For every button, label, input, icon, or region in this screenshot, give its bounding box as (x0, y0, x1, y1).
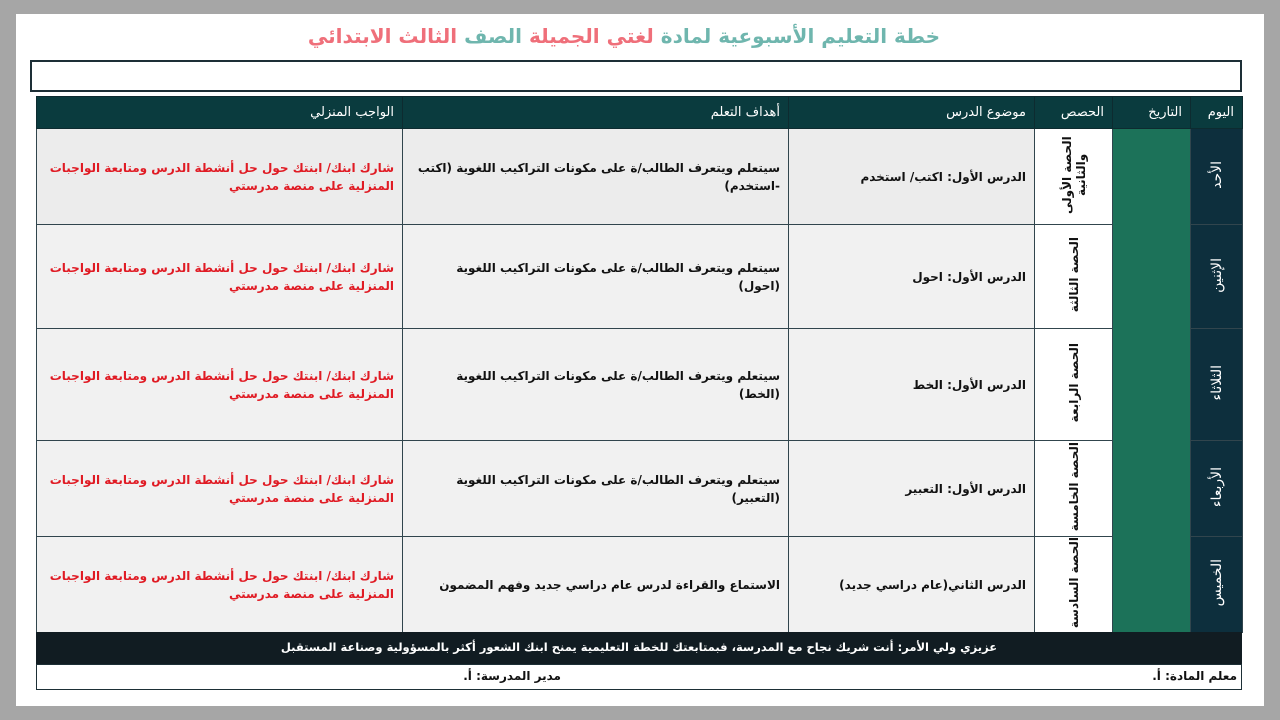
period-cell (1035, 225, 1113, 329)
blank-info-row[interactable] (30, 60, 1242, 92)
table-header-row (37, 97, 1243, 129)
table-row (37, 225, 1243, 329)
day-cell (1191, 129, 1243, 225)
goal-cell: سيتعلم ويتعرف الطالب/ة على مكونات التراكيب اللغوية (الخط) (403, 329, 789, 441)
day-cell (1191, 441, 1243, 537)
day-label: الخميس (1208, 559, 1225, 607)
title-part-3: الصف (464, 24, 523, 48)
period-cell (1035, 441, 1113, 537)
topic-cell: الدرس الأول: اكتب/ استخدم (789, 129, 1035, 225)
table-row (37, 537, 1243, 633)
period-label: الحصة الخامسة (1066, 442, 1081, 532)
day-cell (1191, 329, 1243, 441)
homework-cell: شارك ابنك/ ابنتك حول حل أنشطة الدرس ومتابعة الواجبات المنزلية على منصة مدرستي (37, 329, 403, 441)
header-goals: أهداف التعلم (403, 97, 789, 129)
table-row (37, 441, 1243, 537)
goal-cell: سيتعلم ويتعرف الطالب/ة على مكونات التراكيب اللغوية (احول) (403, 225, 789, 329)
period-label: الحصة الأولى والثانية (1059, 136, 1088, 214)
homework-cell: شارك ابنك/ ابنتك حول حل أنشطة الدرس ومتابعة الواجبات المنزلية على منصة مدرستي (37, 537, 403, 633)
signature-row (36, 664, 1242, 690)
header-topic: موضوع الدرس (789, 97, 1035, 129)
period-label: الحصة السادسة (1066, 537, 1081, 629)
goal-cell: سيتعلم ويتعرف الطالب/ة على مكونات التراكيب اللغوية (التعبير) (403, 441, 789, 537)
goal-cell: الاستماع والقراءة لدرس عام دراسي جديد وفهم المضمون (403, 537, 789, 633)
page-title (16, 16, 1232, 60)
parent-message-bar: عزيزي ولي الأمر: أنت شريك نجاح مع المدرسة، فبمتابعتك للخطة التعليمية يمنح ابنك الشعور أكثر بالمسؤولية وصناعة المستقبل (36, 632, 1242, 664)
header-date: التاريخ (1113, 97, 1191, 129)
day-cell (1191, 225, 1243, 329)
period-cell (1035, 129, 1113, 225)
title-subject: لغتي الجميلة (528, 24, 654, 48)
day-label: الأحد (1208, 161, 1225, 189)
topic-cell: الدرس الأول: التعبير (789, 441, 1035, 537)
period-label: الحصة الثالثة (1066, 237, 1081, 313)
header-day: اليوم (1191, 97, 1243, 129)
period-label: الحصة الرابعة (1066, 343, 1081, 423)
title-grade: الثالث الابتدائي (307, 24, 458, 48)
topic-cell: الدرس الثاني(عام دراسي جديد) (789, 537, 1035, 633)
date-column[interactable] (1113, 129, 1191, 633)
topic-cell: الدرس الأول: احول (789, 225, 1035, 329)
homework-cell: شارك ابنك/ ابنتك حول حل أنشطة الدرس ومتابعة الواجبات المنزلية على منصة مدرستي (37, 441, 403, 537)
teacher-signature: معلم المادة: أ. (1152, 669, 1237, 683)
topic-cell: الدرس الأول: الخط (789, 329, 1035, 441)
table-row (37, 329, 1243, 441)
day-label: الثلاثاء (1208, 365, 1225, 401)
header-period: الحصص (1035, 97, 1113, 129)
homework-cell: شارك ابنك/ ابنتك حول حل أنشطة الدرس ومتابعة الواجبات المنزلية على منصة مدرستي (37, 225, 403, 329)
table-row (37, 129, 1243, 225)
day-label: الأربعاء (1208, 466, 1225, 508)
period-cell (1035, 329, 1113, 441)
day-label: الإثنين (1208, 257, 1225, 293)
title-part-1: خطة التعليم الأسبوعية لمادة (660, 24, 941, 48)
header-homework: الواجب المنزلي (37, 97, 403, 129)
principal-signature: مدير المدرسة: أ. (463, 669, 561, 683)
goal-cell: سيتعلم ويتعرف الطالب/ة على مكونات التراكيب اللغوية (اكتب -استخدم) (403, 129, 789, 225)
day-cell (1191, 537, 1243, 633)
homework-cell: شارك ابنك/ ابنتك حول حل أنشطة الدرس ومتابعة الواجبات المنزلية على منصة مدرستي (37, 129, 403, 225)
weekly-plan-table (36, 96, 1243, 633)
period-cell (1035, 537, 1113, 633)
